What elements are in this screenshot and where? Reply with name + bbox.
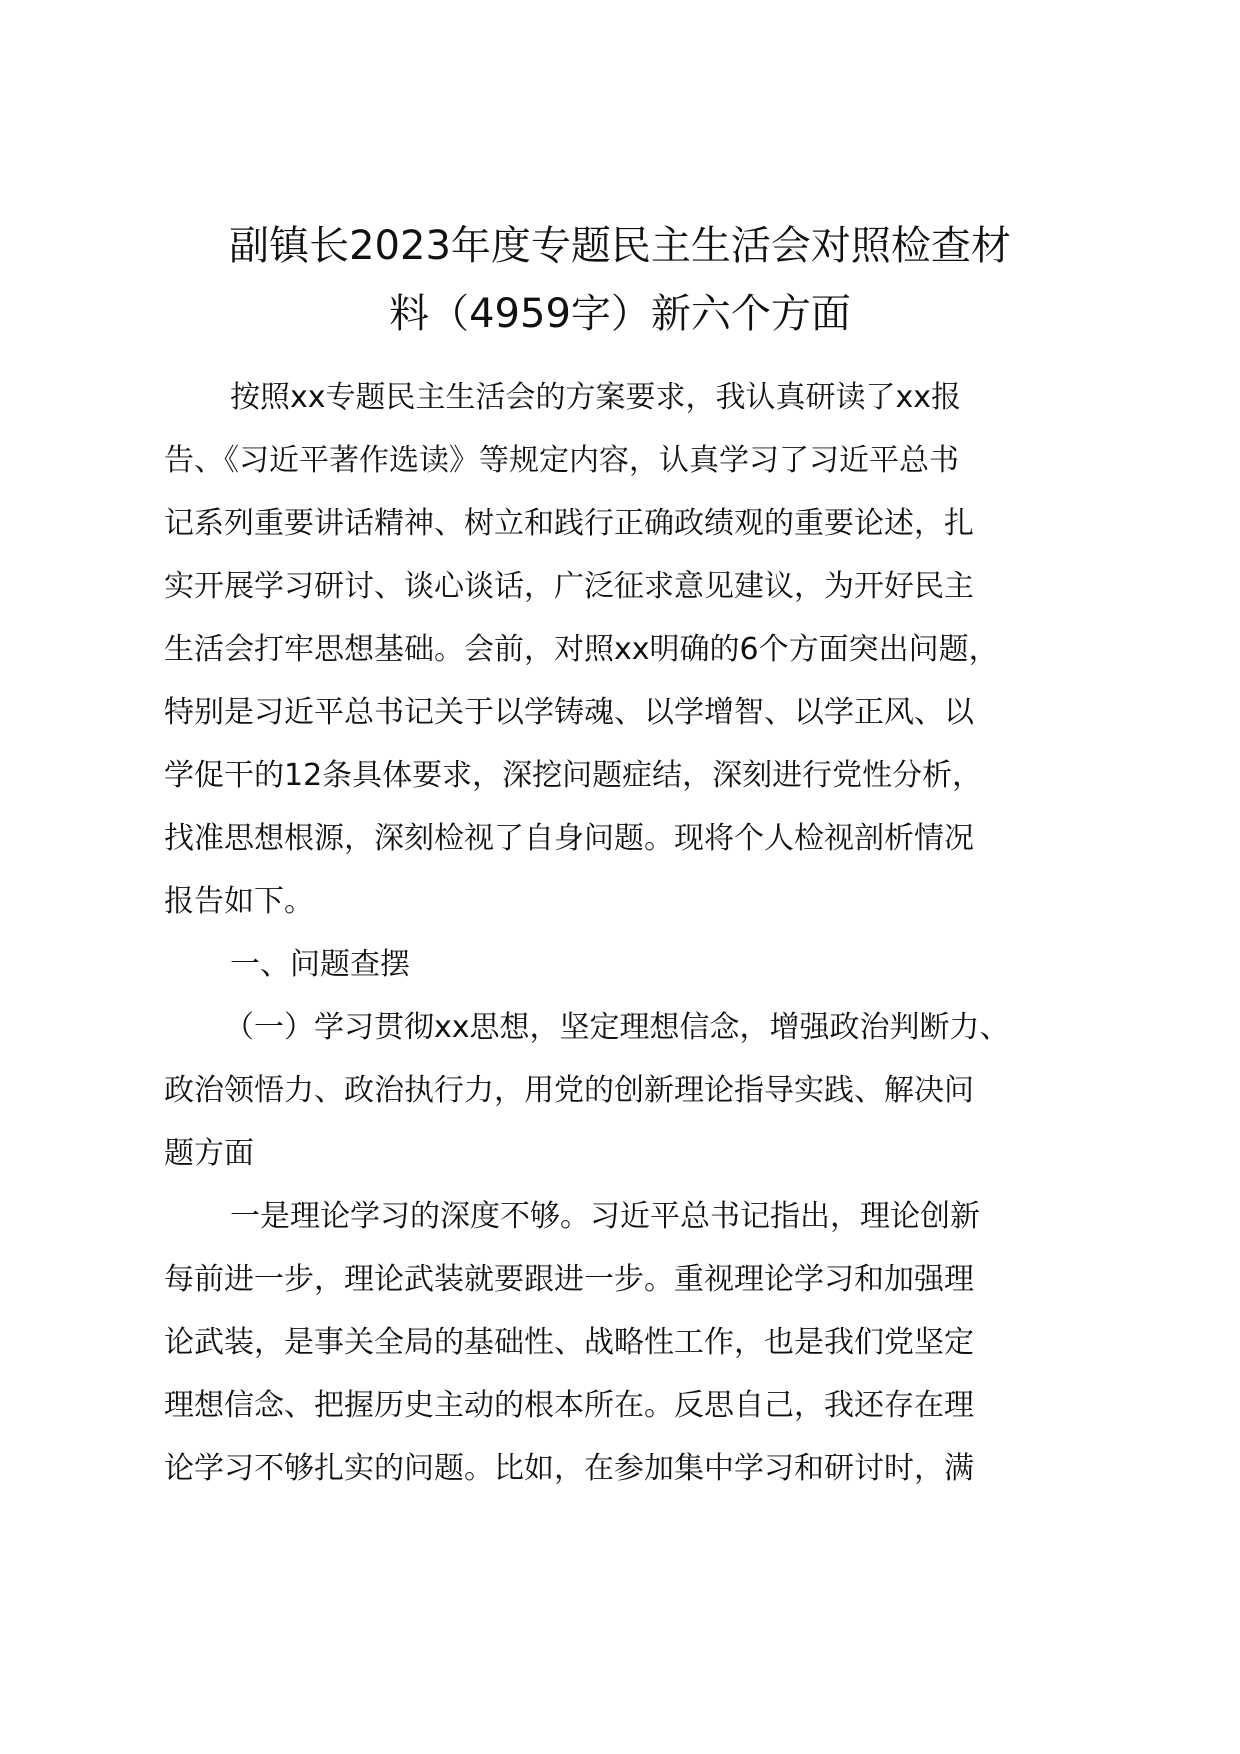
- body-line: 报告如下。: [164, 884, 314, 919]
- body-line: 学促干的12条具体要求，深挖问题症结，深刻进行党性分析，: [164, 758, 983, 793]
- body-line: 找准思想根源，深刻检视了自身问题。现将个人检视剖析情况: [164, 821, 974, 856]
- subsection-heading-line: 题方面: [164, 1136, 254, 1171]
- title-line: 料（4959字）新六个方面: [389, 291, 851, 337]
- body-line: 告、《习近平著作选读》等规定内容，认真学习了习近平总书: [164, 443, 959, 478]
- body-line: 记系列重要讲话精神、树立和践行正确政绩观的重要论述，扎: [164, 506, 974, 541]
- body-line: 生活会打牢思想基础。会前，对照xx明确的6个方面突出问题，: [164, 632, 999, 667]
- body-line: 按照xx专题民主生活会的方案要求，我认真研读了xx报: [230, 380, 962, 415]
- body-line: 理想信念、把握历史主动的根本所在。反思自己，我还存在理: [164, 1388, 974, 1423]
- body-line: 论武装，是事关全局的基础性、战略性工作，也是我们党坚定: [164, 1325, 974, 1360]
- body-line: 论学习不够扎实的问题。比如，在参加集中学习和研讨时，满: [164, 1451, 974, 1486]
- section-heading: 一、问题查摆: [230, 947, 410, 982]
- body-line: 实开展学习研讨、谈心谈话，广泛征求意见建议，为开好民主: [164, 569, 974, 604]
- body-line: 每前进一步，理论武装就要跟进一步。重视理论学习和加强理: [164, 1262, 974, 1297]
- subsection-heading: （一）学习贯彻xx思想，坚定理想信念，增强政治判断力、: [224, 1010, 1010, 1045]
- title-line: 副镇长2023年度专题民主生活会对照检查材: [229, 223, 1011, 269]
- subsection-heading-line: 政治领悟力、政治执行力，用党的创新理论指导实践、解决问: [164, 1073, 974, 1108]
- body-line: 特别是习近平总书记关于以学铸魂、以学增智、以学正风、以: [164, 695, 974, 730]
- document-title: [150, 212, 1090, 348]
- body-line: 一是理论学习的深度不够。习近平总书记指出，理论创新: [230, 1199, 980, 1234]
- document-body: [164, 366, 1124, 1500]
